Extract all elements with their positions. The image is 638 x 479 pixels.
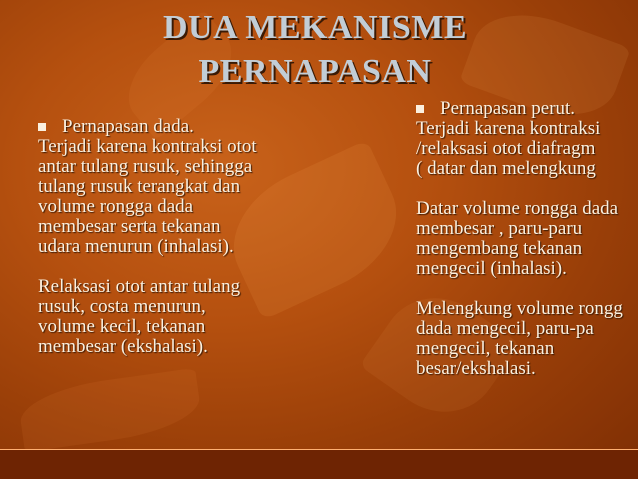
left-bullet-heading: Pernapasan dada. [62, 116, 194, 137]
text-line: Datar volume rongga dada [416, 198, 619, 219]
slide-title-line-1: DUA MEKANISME [162, 9, 468, 46]
text-line: membesar (ekshalasi). [38, 336, 208, 357]
right-paragraph-1 [416, 119, 638, 179]
left-bullet-item [38, 117, 298, 137]
text-line: dada mengecil, paru-pa [416, 318, 594, 339]
text-line: Relaksasi otot antar tulang [38, 276, 241, 297]
text-line: antar tulang rusuk, sehingga [38, 156, 253, 177]
right-bullet-heading: Pernapasan perut. [440, 99, 576, 119]
right-paragraph-3 [416, 299, 638, 379]
text-line: Melengkung volume rongg [416, 298, 623, 319]
text-line: mengecil, tekanan [416, 338, 555, 359]
paragraph-gap [416, 179, 638, 199]
text-line: ( datar dan melengkung [416, 158, 596, 179]
left-paragraph-1 [38, 137, 298, 257]
text-line: mengembang tekanan [416, 238, 583, 259]
right-paragraph-2 [416, 199, 638, 279]
text-line: mengecil (inhalasi). [416, 258, 567, 279]
left-paragraph-2 [38, 277, 298, 357]
right-column [416, 99, 638, 379]
text-line: besar/ekshalasi. [416, 358, 536, 379]
text-line: udara menurun (inhalasi). [38, 236, 234, 257]
footer-bar [0, 449, 638, 479]
slide-title [100, 6, 530, 94]
paragraph-gap [416, 279, 638, 299]
left-column [38, 117, 298, 357]
square-bullet-icon [416, 105, 424, 113]
right-bullet-item [416, 99, 638, 119]
text-line: membesar serta tekanan [38, 216, 221, 237]
text-line: Terjadi karena kontraksi otot [38, 136, 257, 157]
paragraph-gap [38, 257, 298, 277]
background-leaf-shape [17, 368, 204, 452]
slide-title-line-2: PERNAPASAN [198, 53, 432, 90]
text-line: volume rongga dada [38, 196, 194, 217]
text-line: membesar , paru-paru [416, 218, 583, 239]
text-line: tulang rusuk terangkat dan [38, 176, 241, 197]
square-bullet-icon [38, 123, 46, 131]
text-line: rusuk, costa menurun, [38, 296, 206, 317]
text-line: Terjadi karena kontraksi [416, 118, 601, 139]
text-line: volume kecil, tekanan [38, 316, 206, 337]
text-line: /relaksasi otot diafragm [416, 138, 596, 159]
